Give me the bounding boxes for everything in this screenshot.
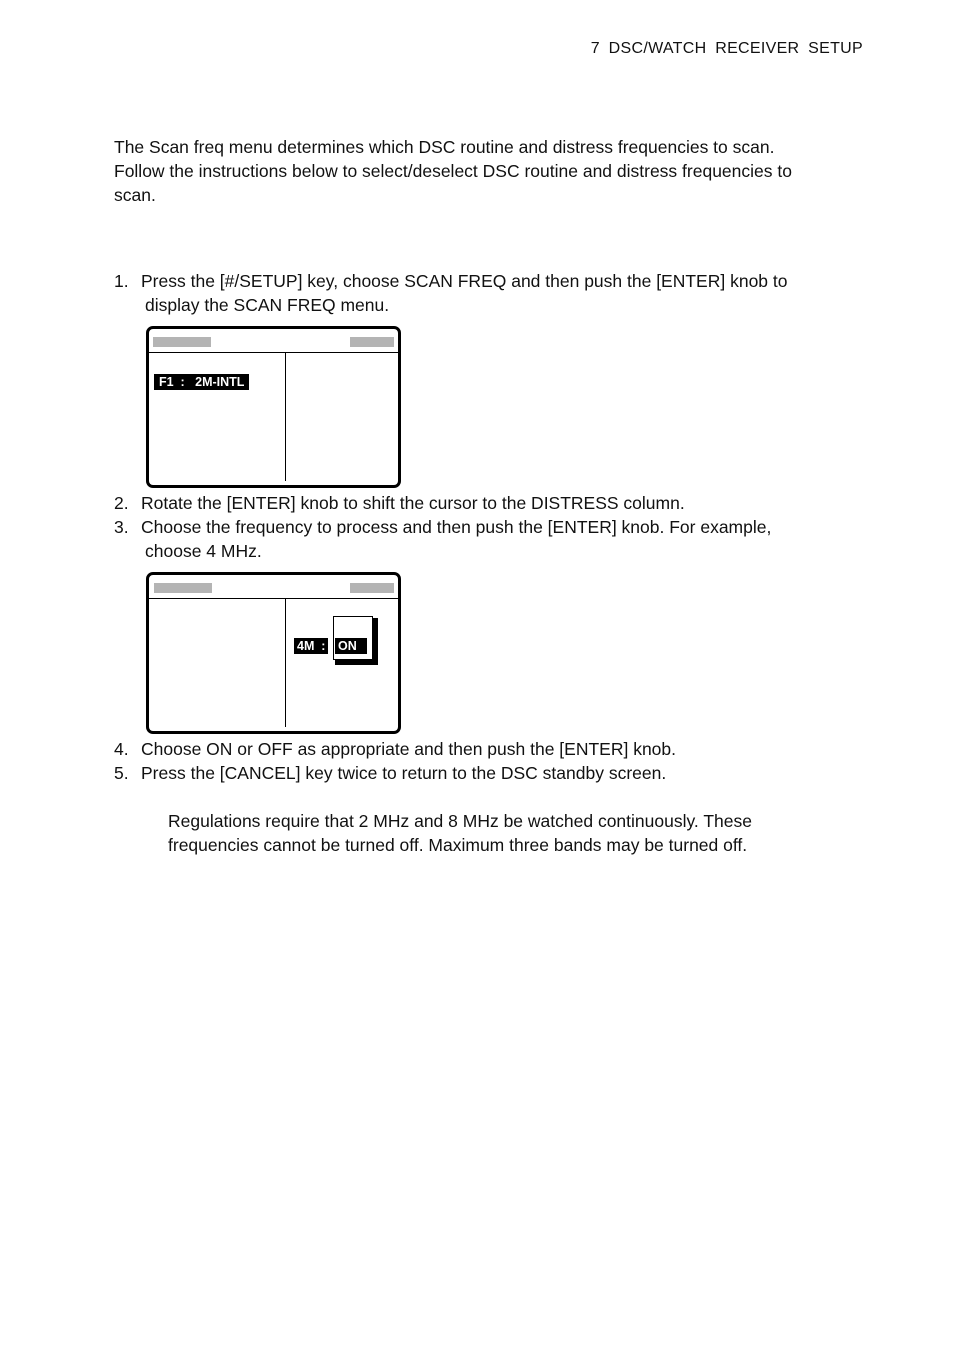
note-paragraph — [168, 809, 828, 857]
note-line-2: frequencies cannot be turned off. Maximum three bands may be turned off. — [168, 835, 748, 855]
step-text: Press the [CANCEL] key twice to return to the DSC standby screen. — [141, 763, 667, 783]
scan-freq-screen-2 — [146, 572, 401, 734]
scan-freq-screen-1 — [146, 326, 401, 488]
screen-divider-horizontal — [149, 598, 398, 599]
distress-selected-item: 4M : — [294, 638, 328, 654]
step-3 — [114, 515, 854, 563]
step-number: 1. — [114, 271, 129, 291]
intro-line-3: scan. — [114, 185, 156, 205]
step-number: 3. — [114, 517, 129, 537]
step-text-cont: choose 4 MHz. — [145, 541, 262, 561]
screen-divider-horizontal — [149, 352, 398, 353]
popup-selected-value: ON — [335, 638, 367, 654]
step-text: Choose the frequency to process and then push the [ENTER] knob. For example, — [141, 517, 772, 537]
intro-line-1: The Scan freq menu determines which DSC routine and distress frequencies to scan. — [114, 137, 775, 157]
page-header: 7 DSC/WATCH RECEIVER SETUP — [590, 40, 863, 57]
step-number: 2. — [114, 493, 129, 513]
step-number: 4. — [114, 739, 129, 759]
screen-title-bar — [153, 337, 211, 347]
note-line-1: Regulations require that 2 MHz and 8 MHz be watched continuously. These — [168, 811, 752, 831]
screen-status-bar — [350, 583, 394, 593]
screen-title-bar — [154, 583, 212, 593]
step-text: Choose ON or OFF as appropriate and then push the [ENTER] knob. — [141, 739, 676, 759]
step-4 — [114, 737, 854, 761]
screen-divider-vertical — [285, 353, 286, 481]
intro-line-2: Follow the instructions below to select/deselect DSC routine and distress frequencies to — [114, 161, 792, 181]
routine-selected-item: F1 : 2M-INTL — [154, 374, 249, 390]
step-text: Press the [#/SETUP] key, choose SCAN FREQ and then push the [ENTER] knob to — [141, 271, 788, 291]
screen-divider-vertical — [285, 599, 286, 727]
step-text-cont: display the SCAN FREQ menu. — [145, 295, 390, 315]
step-2 — [114, 491, 854, 515]
screen-status-bar — [350, 337, 394, 347]
step-1 — [114, 269, 854, 317]
step-number: 5. — [114, 763, 129, 783]
step-5 — [114, 761, 854, 785]
step-text: Rotate the [ENTER] knob to shift the cursor to the DISTRESS column. — [141, 493, 685, 513]
intro-paragraph — [114, 135, 854, 207]
